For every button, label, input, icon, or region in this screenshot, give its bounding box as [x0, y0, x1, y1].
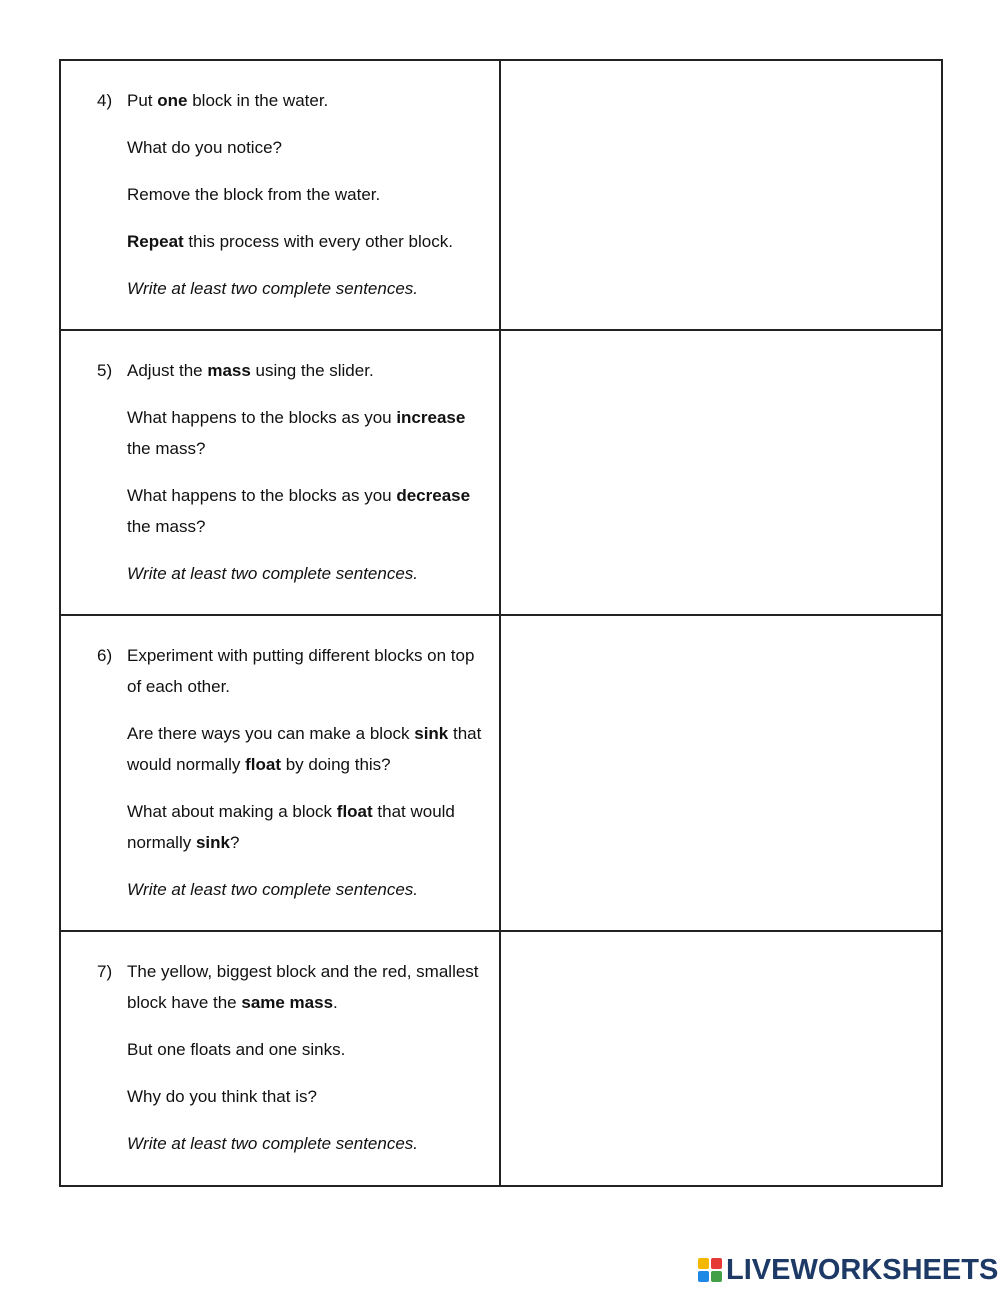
instruction-line: What do you notice? — [127, 138, 282, 157]
instruction-line: The yellow, biggest block and the red, smallest block have the same mass. — [127, 962, 479, 1012]
answer-box-7[interactable] — [500, 931, 942, 1186]
logo-text: LIVEWORKSHEETS — [726, 1254, 999, 1286]
table-row — [60, 60, 942, 330]
question-number: 5) — [97, 361, 113, 380]
answer-box-6[interactable] — [500, 615, 942, 931]
writing-prompt: Write at least two complete sentences. — [127, 880, 419, 899]
worksheet-table — [59, 59, 943, 1187]
instruction-line: Are there ways you can make a block sink that would normally float by doing this? — [127, 724, 482, 774]
answer-box-4[interactable] — [500, 60, 942, 330]
question-cell-7 — [60, 931, 500, 1186]
instruction-line: But one floats and one sinks. — [127, 1040, 346, 1059]
logo-block — [698, 1258, 709, 1269]
instruction-line: What about making a block float that would normally sink? — [127, 802, 455, 852]
question-cell-4 — [60, 60, 500, 330]
instruction-line: Repeat this process with every other block. — [127, 232, 453, 251]
instruction-line: What happens to the blocks as you decrease the mass? — [127, 486, 471, 536]
answer-box-5[interactable] — [500, 330, 942, 615]
question-number: 6) — [97, 646, 113, 665]
instruction-line: What happens to the blocks as you increase the mass? — [127, 408, 466, 458]
logo-blocks-icon — [698, 1258, 722, 1282]
table-row — [60, 931, 942, 1186]
logo-block — [711, 1271, 722, 1282]
instruction-line: Adjust the mass using the slider. — [127, 361, 374, 380]
table-row — [60, 330, 942, 615]
writing-prompt: Write at least two complete sentences. — [127, 279, 419, 298]
instruction-line: Put one block in the water. — [127, 91, 329, 110]
question-number: 7) — [97, 962, 113, 981]
logo-block — [711, 1258, 722, 1269]
writing-prompt: Write at least two complete sentences. — [127, 1134, 419, 1153]
table-row — [60, 615, 942, 931]
question-cell-5 — [60, 330, 500, 615]
question-number: 4) — [97, 91, 113, 110]
instruction-line: Remove the block from the water. — [127, 185, 381, 204]
instruction-line: Experiment with putting different blocks on top of each other. — [127, 646, 475, 696]
liveworksheets-logo — [698, 1254, 998, 1286]
instruction-line: Why do you think that is? — [127, 1087, 317, 1106]
writing-prompt: Write at least two complete sentences. — [127, 564, 419, 583]
question-cell-6 — [60, 615, 500, 931]
logo-block — [698, 1271, 709, 1282]
